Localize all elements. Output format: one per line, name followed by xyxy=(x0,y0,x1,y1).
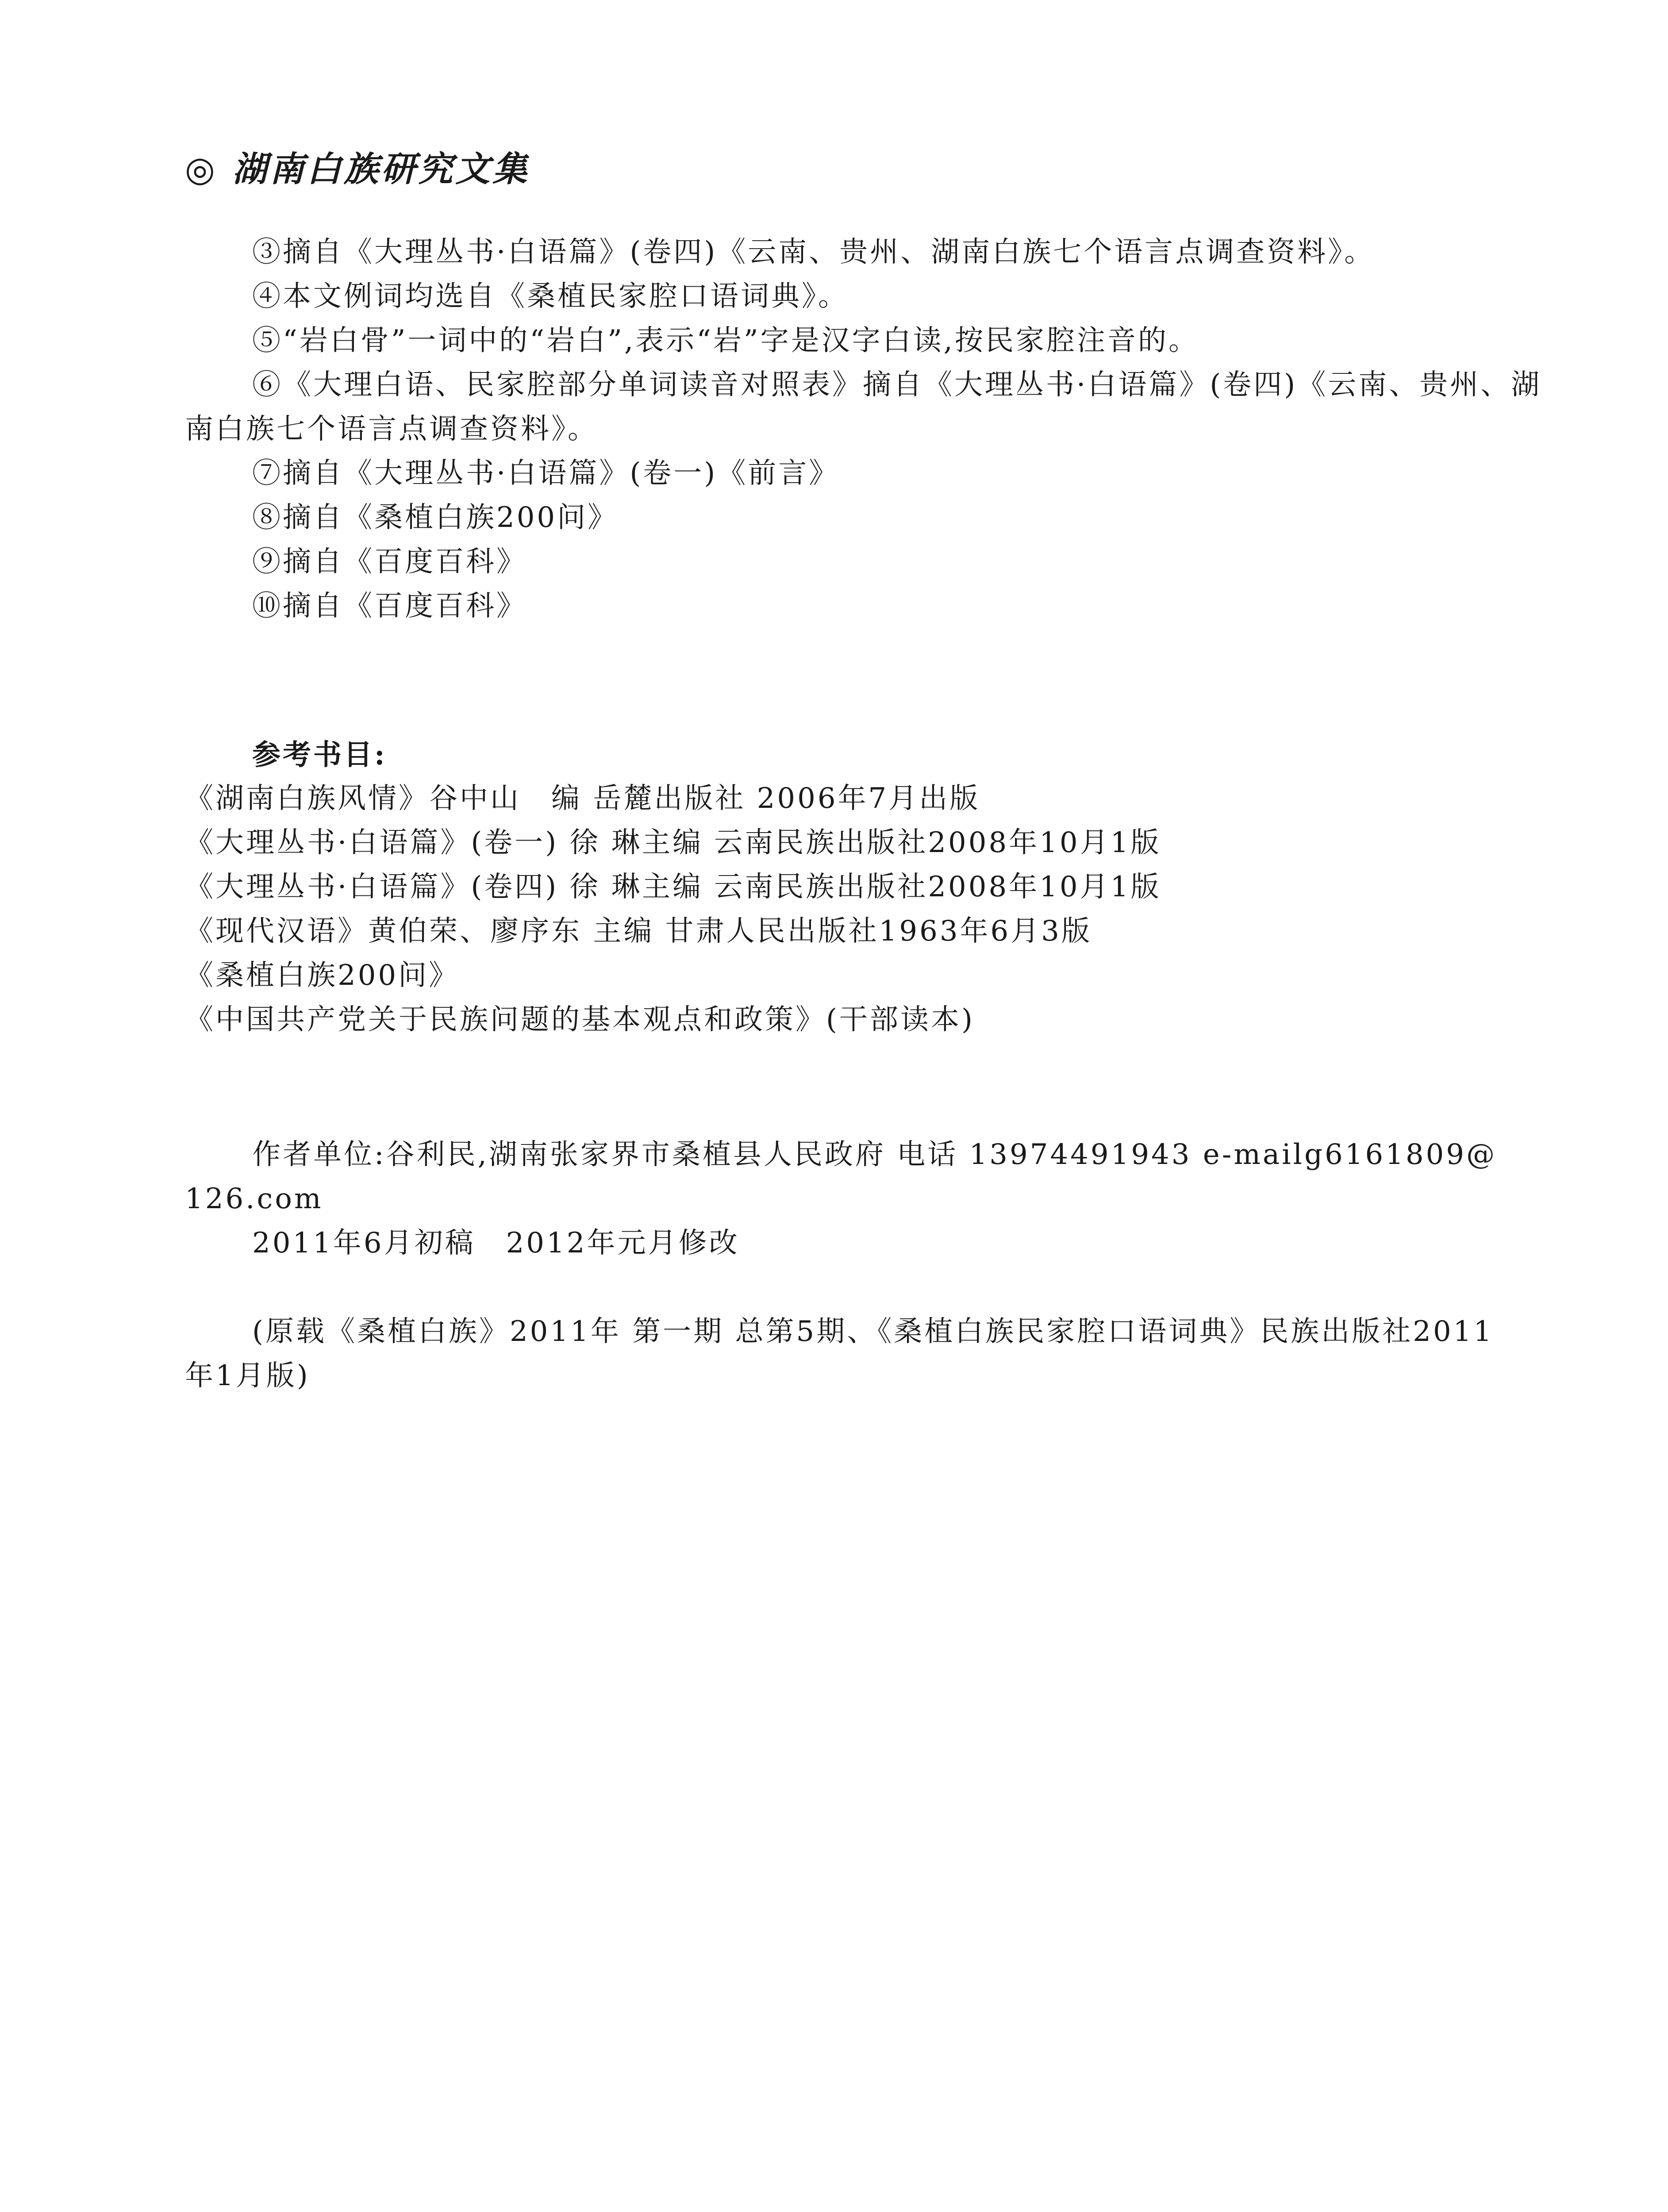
footnote-6: ⑥《大理白语、民家腔部分单词读音对照表》摘自《大理丛书·白语篇》(卷四)《云南、贵州、湖 xyxy=(252,369,1542,401)
footnote-8: ⑧摘自《桑植白族200问》 xyxy=(252,501,619,534)
footnote-9: ⑨摘自《百度百科》 xyxy=(252,545,527,578)
footnote-6-continued: 南白族七个语言点调查资料》。 xyxy=(185,413,598,445)
source-line-2: 年1月版) xyxy=(185,1359,310,1392)
running-header: ◎ 湖南白族研究文集 xyxy=(185,149,530,189)
source-line-1: (原载《桑植白族》2011年 第一期 总第5期、《桑植白族民家腔口语词典》民族出版社2011 xyxy=(252,1315,1494,1348)
author-email-continued: 126.com xyxy=(185,1183,323,1215)
footnote-5: ⑤“岩白骨”一词中的“岩白”,表示“岩”字是汉字白读,按民家腔注音的。 xyxy=(252,324,1199,357)
reference-item: 《大理丛书·白语篇》(卷四) 徐 琳主编 云南民族出版社2008年10月1版 xyxy=(185,871,1161,903)
footnote-4: ④本文例词均选自《桑植民家腔口语词典》。 xyxy=(252,280,849,313)
references-list xyxy=(185,776,1161,1042)
original-source-note xyxy=(185,1310,1494,1398)
draft-dates: 2011年6月初稿 2012年元月修改 xyxy=(252,1227,740,1260)
footnote-7: ⑦摘自《大理丛书·白语篇》(卷一)《前言》 xyxy=(252,457,840,490)
author-affiliation: 作者单位:谷利民,湖南张家界市桑植县人民政府 电话 13974491943 e-mailg6161809@ xyxy=(252,1138,1497,1171)
footnote-3: ③摘自《大理丛书·白语篇》(卷四)《云南、贵州、湖南白族七个语言点调查资料》。 xyxy=(252,236,1375,269)
reference-item: 《大理丛书·白语篇》(卷一) 徐 琳主编 云南民族出版社2008年10月1版 xyxy=(185,826,1161,859)
reference-item: 《湖南白族风情》谷中山 编 岳麓出版社 2006年7月出版 xyxy=(185,782,980,815)
reference-item: 《中国共产党关于民族问题的基本观点和政策》(干部读本) xyxy=(185,1003,975,1036)
reference-item: 《桑植白族200问》 xyxy=(185,959,460,992)
reference-item: 《现代汉语》黄伯荣、廖序东 主编 甘肃人民出版社1963年6月3版 xyxy=(185,915,1092,948)
footnote-10: ⑩摘自《百度百科》 xyxy=(252,590,527,622)
footnotes xyxy=(185,230,1542,628)
author-info xyxy=(185,1133,1497,1265)
references-title: 参考书目: xyxy=(252,738,387,772)
